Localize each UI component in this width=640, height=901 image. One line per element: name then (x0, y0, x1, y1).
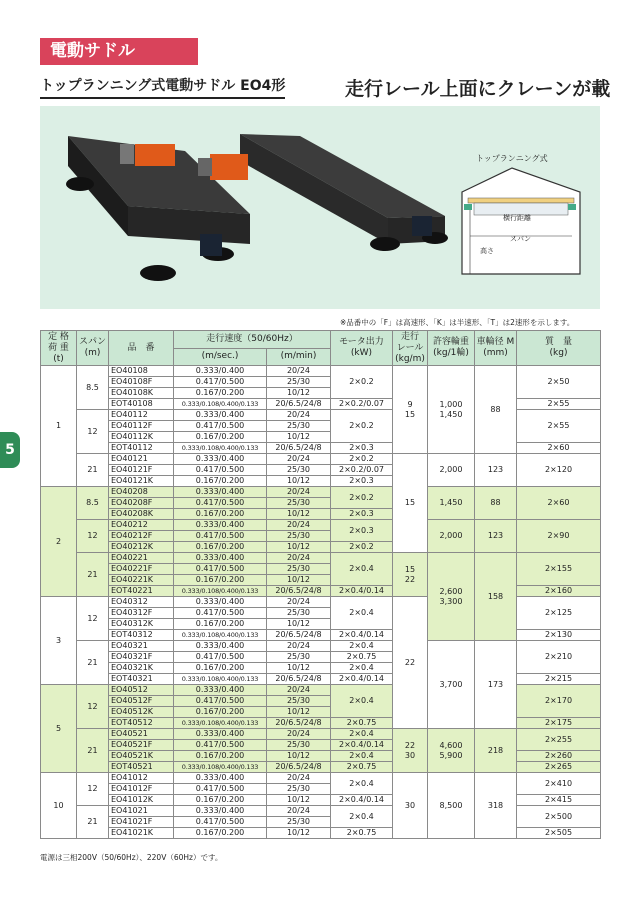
speed-mmin-cell: 20/6.5/24/8 (267, 718, 331, 729)
product-photo-panel (40, 106, 600, 309)
speed-mmin-cell: 20/6.5/24/8 (267, 674, 331, 685)
span-cell: 12 (77, 685, 109, 729)
speed-ms-cell: 0.333/0.108/0.400/0.133 (174, 630, 267, 641)
motor-cell: 2×0.75 (331, 652, 393, 663)
table-row (41, 366, 601, 377)
table-row (41, 718, 601, 729)
speed-mmin-cell: 20/24 (267, 454, 331, 465)
mass-cell: 2×55 (517, 410, 601, 443)
speed-ms-cell: 0.333/0.400 (174, 806, 267, 817)
speed-ms-cell: 0.333/0.400 (174, 520, 267, 531)
motor-cell: 2×0.75 (331, 718, 393, 729)
speed-ms-cell: 0.333/0.400 (174, 366, 267, 377)
motor-cell: 2×0.2 (331, 487, 393, 509)
speed-ms-cell: 0.333/0.108/0.400/0.133 (174, 718, 267, 729)
speed-mmin-cell: 25/30 (267, 421, 331, 432)
header-wheel: 車輪径 M (mm) (475, 331, 517, 366)
load-cell: 8,500 (428, 773, 475, 839)
wheel-cell: 158 (475, 553, 517, 641)
motor-cell: 2×0.4 (331, 751, 393, 762)
load-cell: 1,000 1,450 (428, 366, 475, 454)
model-cell: EOT40108 (109, 399, 174, 410)
table-row (41, 729, 601, 740)
motor-cell: 2×0.4/0.14 (331, 586, 393, 597)
model-cell: EO40221F (109, 564, 174, 575)
mass-cell: 2×130 (517, 630, 601, 641)
header-span: スパン (m) (77, 331, 109, 366)
mass-cell: 2×265 (517, 762, 601, 773)
motor-cell: 2×0.3 (331, 509, 393, 520)
diagram-label-height: 高さ (480, 247, 494, 255)
header-motor: モータ出力 (kW) (331, 331, 393, 366)
tagline: 走行レール上面にクレーンが載 (345, 78, 611, 100)
speed-mmin-cell: 20/6.5/24/8 (267, 586, 331, 597)
rail-cell: 15 22 (393, 553, 428, 597)
load-cell: 2,000 (428, 520, 475, 553)
speed-ms-cell: 0.333/0.400 (174, 729, 267, 740)
speed-mmin-cell: 25/30 (267, 784, 331, 795)
model-cell: EO40521 (109, 729, 174, 740)
model-cell: EO41021 (109, 806, 174, 817)
span-cell: 12 (77, 773, 109, 806)
speed-mmin-cell: 25/30 (267, 652, 331, 663)
speed-mmin-cell: 25/30 (267, 740, 331, 751)
table-row (41, 399, 601, 410)
table-row (41, 630, 601, 641)
speed-mmin-cell: 10/12 (267, 828, 331, 839)
table-row (41, 795, 601, 806)
speed-ms-cell: 0.167/0.200 (174, 751, 267, 762)
speed-ms-cell: 0.333/0.108/0.400/0.133 (174, 762, 267, 773)
speed-mmin-cell: 25/30 (267, 696, 331, 707)
mass-cell: 2×55 (517, 399, 601, 410)
table-row (41, 597, 601, 608)
product-subtitle: トップランニング式電動サドル EO4形 (40, 75, 285, 99)
load-cell: 1,450 (428, 487, 475, 520)
model-cell: EO41012F (109, 784, 174, 795)
speed-ms-cell: 0.167/0.200 (174, 707, 267, 718)
speed-mmin-cell: 25/30 (267, 498, 331, 509)
motor-cell: 2×0.2/0.07 (331, 465, 393, 476)
model-suffix-note: ※品番中の「F」は高速形、「K」は半速形、「T」は2速形を示します。 (340, 318, 575, 327)
model-cell: EO40512F (109, 696, 174, 707)
model-cell: EOT40312 (109, 630, 174, 641)
speed-ms-cell: 0.333/0.400 (174, 597, 267, 608)
header-speed-mmin: (m/min) (267, 348, 331, 366)
model-cell: EO41012 (109, 773, 174, 784)
motor-cell: 2×0.75 (331, 762, 393, 773)
mass-cell: 2×155 (517, 553, 601, 586)
model-cell: EO40312F (109, 608, 174, 619)
model-cell: EO40121 (109, 454, 174, 465)
speed-ms-cell: 0.417/0.500 (174, 498, 267, 509)
model-cell: EO40321F (109, 652, 174, 663)
mass-cell: 2×125 (517, 597, 601, 630)
model-cell: EO40212K (109, 542, 174, 553)
table-row (41, 762, 601, 773)
table-row (41, 487, 601, 498)
motor-cell: 2×0.4 (331, 685, 393, 718)
speed-mmin-cell: 25/30 (267, 817, 331, 828)
model-cell: EOT40321 (109, 674, 174, 685)
motor-cell: 2×0.4/0.14 (331, 740, 393, 751)
span-cell: 12 (77, 520, 109, 553)
diagram-label-crosswise: 横行距離 (503, 214, 531, 222)
motor-cell: 2×0.4/0.14 (331, 795, 393, 806)
model-cell: EO40208F (109, 498, 174, 509)
model-cell: EO41012K (109, 795, 174, 806)
load-cell: 2,000 (428, 454, 475, 487)
speed-ms-cell: 0.333/0.108/0.400/0.133 (174, 586, 267, 597)
speed-ms-cell: 0.417/0.500 (174, 531, 267, 542)
wheel-cell: 88 (475, 487, 517, 520)
speed-mmin-cell: 20/24 (267, 410, 331, 421)
speed-mmin-cell: 20/24 (267, 597, 331, 608)
speed-mmin-cell: 20/24 (267, 806, 331, 817)
motor-cell: 2×0.4/0.14 (331, 674, 393, 685)
speed-ms-cell: 0.333/0.400 (174, 454, 267, 465)
speed-mmin-cell: 10/12 (267, 476, 331, 487)
span-cell: 21 (77, 553, 109, 597)
capacity-cell: 2 (41, 487, 77, 597)
mass-cell: 2×90 (517, 520, 601, 553)
speed-mmin-cell: 10/12 (267, 707, 331, 718)
diagram-title: トップランニング式 (476, 154, 548, 163)
speed-ms-cell: 0.167/0.200 (174, 432, 267, 443)
load-cell: 2,600 3,300 (428, 553, 475, 641)
motor-cell: 2×0.4 (331, 597, 393, 630)
table-row (41, 751, 601, 762)
model-cell: EO40112F (109, 421, 174, 432)
span-cell: 12 (77, 597, 109, 641)
span-cell: 8.5 (77, 487, 109, 520)
saddle-photo (40, 106, 600, 309)
motor-cell: 2×0.4 (331, 553, 393, 586)
speed-mmin-cell: 20/6.5/24/8 (267, 762, 331, 773)
motor-cell: 2×0.4 (331, 641, 393, 652)
motor-cell: 2×0.4 (331, 663, 393, 674)
model-cell: EO40512K (109, 707, 174, 718)
table-row (41, 520, 601, 531)
speed-mmin-cell: 20/6.5/24/8 (267, 399, 331, 410)
wheel-cell: 318 (475, 773, 517, 839)
span-cell: 21 (77, 806, 109, 839)
mass-cell: 2×500 (517, 806, 601, 828)
table-row (41, 806, 601, 817)
speed-ms-cell: 0.417/0.500 (174, 421, 267, 432)
speed-mmin-cell: 10/12 (267, 751, 331, 762)
span-cell: 12 (77, 410, 109, 454)
speed-ms-cell: 0.417/0.500 (174, 377, 267, 388)
wheel-cell: 88 (475, 366, 517, 454)
mass-cell: 2×410 (517, 773, 601, 795)
table-row (41, 641, 601, 652)
motor-cell: 2×0.2/0.07 (331, 399, 393, 410)
wheel-cell: 173 (475, 641, 517, 729)
model-cell: EO40512 (109, 685, 174, 696)
span-cell: 21 (77, 641, 109, 685)
motor-cell: 2×0.3 (331, 520, 393, 542)
model-cell: EO40312K (109, 619, 174, 630)
mass-cell: 2×175 (517, 718, 601, 729)
motor-cell: 2×0.75 (331, 828, 393, 839)
wheel-cell: 123 (475, 520, 517, 553)
model-cell: EO40121F (109, 465, 174, 476)
wheel-cell: 218 (475, 729, 517, 773)
speed-ms-cell: 0.333/0.108/0.400/0.133 (174, 674, 267, 685)
table-row (41, 454, 601, 465)
mass-cell: 2×120 (517, 454, 601, 487)
table-row (41, 828, 601, 839)
model-cell: EO40108K (109, 388, 174, 399)
header-mass: 質 量 (kg) (517, 331, 601, 366)
speed-ms-cell: 0.167/0.200 (174, 542, 267, 553)
model-cell: EO40321 (109, 641, 174, 652)
rail-cell: 9 15 (393, 366, 428, 454)
speed-mmin-cell: 10/12 (267, 509, 331, 520)
model-cell: EO41021K (109, 828, 174, 839)
speed-ms-cell: 0.417/0.500 (174, 696, 267, 707)
spec-table (40, 330, 601, 839)
rail-cell: 30 (393, 773, 428, 839)
model-cell: EO40212F (109, 531, 174, 542)
motor-cell: 2×0.2 (331, 542, 393, 553)
speed-ms-cell: 0.167/0.200 (174, 388, 267, 399)
section-badge: 電動サドル (40, 38, 198, 65)
mass-cell: 2×50 (517, 366, 601, 399)
capacity-cell: 3 (41, 597, 77, 685)
rail-cell: 22 (393, 597, 428, 729)
speed-mmin-cell: 20/24 (267, 487, 331, 498)
speed-ms-cell: 0.333/0.108/0.400/0.133 (174, 443, 267, 454)
speed-mmin-cell: 10/12 (267, 795, 331, 806)
speed-mmin-cell: 10/12 (267, 575, 331, 586)
model-cell: EO40208 (109, 487, 174, 498)
model-cell: EO40221 (109, 553, 174, 564)
speed-ms-cell: 0.167/0.200 (174, 663, 267, 674)
speed-mmin-cell: 20/24 (267, 366, 331, 377)
header-rail: 走行 レール (kg/m) (393, 331, 428, 366)
wheel-cell: 123 (475, 454, 517, 487)
speed-ms-cell: 0.333/0.400 (174, 641, 267, 652)
speed-ms-cell: 0.417/0.500 (174, 652, 267, 663)
speed-ms-cell: 0.417/0.500 (174, 608, 267, 619)
model-cell: EO41021F (109, 817, 174, 828)
speed-mmin-cell: 25/30 (267, 377, 331, 388)
header-capacity: 定 格 荷 重 (t) (41, 331, 77, 366)
table-row (41, 553, 601, 564)
speed-ms-cell: 0.333/0.400 (174, 410, 267, 421)
speed-mmin-cell: 25/30 (267, 465, 331, 476)
speed-mmin-cell: 20/24 (267, 641, 331, 652)
header-speed: 走行速度（50/60Hz） (174, 331, 331, 349)
span-cell: 21 (77, 729, 109, 773)
model-cell: EO40208K (109, 509, 174, 520)
table-row (41, 443, 601, 454)
rail-cell: 15 (393, 454, 428, 553)
speed-mmin-cell: 10/12 (267, 542, 331, 553)
speed-mmin-cell: 20/6.5/24/8 (267, 630, 331, 641)
speed-mmin-cell: 10/12 (267, 663, 331, 674)
mass-cell: 2×505 (517, 828, 601, 839)
speed-ms-cell: 0.333/0.400 (174, 553, 267, 564)
header-load: 許容輪重 (kg/1輪) (428, 331, 475, 366)
model-cell: EOT40521 (109, 762, 174, 773)
span-cell: 8.5 (77, 366, 109, 410)
speed-mmin-cell: 10/12 (267, 388, 331, 399)
speed-ms-cell: 0.167/0.200 (174, 476, 267, 487)
speed-mmin-cell: 25/30 (267, 608, 331, 619)
load-cell: 4,600 5,900 (428, 729, 475, 773)
motor-cell: 2×0.2 (331, 410, 393, 443)
speed-mmin-cell: 25/30 (267, 564, 331, 575)
speed-ms-cell: 0.417/0.500 (174, 465, 267, 476)
page-number-tab: 5 (0, 432, 20, 468)
speed-ms-cell: 0.417/0.500 (174, 784, 267, 795)
capacity-cell: 1 (41, 366, 77, 487)
speed-mmin-cell: 20/6.5/24/8 (267, 443, 331, 454)
motor-cell: 2×0.2 (331, 366, 393, 399)
mass-cell: 2×255 (517, 729, 601, 751)
speed-ms-cell: 0.333/0.400 (174, 487, 267, 498)
mass-cell: 2×210 (517, 641, 601, 674)
capacity-cell: 5 (41, 685, 77, 773)
model-cell: EO40112 (109, 410, 174, 421)
speed-ms-cell: 0.333/0.108/0.400/0.133 (174, 399, 267, 410)
model-cell: EO40312 (109, 597, 174, 608)
model-cell: EO40221K (109, 575, 174, 586)
speed-ms-cell: 0.333/0.400 (174, 685, 267, 696)
header-speed-ms: (m/sec.) (174, 348, 267, 366)
motor-cell: 2×0.4 (331, 806, 393, 828)
speed-mmin-cell: 20/24 (267, 520, 331, 531)
capacity-cell: 10 (41, 773, 77, 839)
rail-cell: 22 30 (393, 729, 428, 773)
mass-cell: 2×260 (517, 751, 601, 762)
speed-mmin-cell: 25/30 (267, 531, 331, 542)
span-cell: 21 (77, 454, 109, 487)
table-row (41, 586, 601, 597)
table-row (41, 674, 601, 685)
mass-cell: 2×60 (517, 487, 601, 520)
table-row (41, 410, 601, 421)
speed-mmin-cell: 20/24 (267, 729, 331, 740)
speed-mmin-cell: 20/24 (267, 773, 331, 784)
speed-mmin-cell: 10/12 (267, 432, 331, 443)
speed-ms-cell: 0.167/0.200 (174, 828, 267, 839)
speed-ms-cell: 0.333/0.400 (174, 773, 267, 784)
mass-cell: 2×415 (517, 795, 601, 806)
model-cell: EO40521F (109, 740, 174, 751)
speed-mmin-cell: 20/24 (267, 685, 331, 696)
motor-cell: 2×0.4 (331, 729, 393, 740)
speed-ms-cell: 0.167/0.200 (174, 509, 267, 520)
motor-cell: 2×0.3 (331, 443, 393, 454)
header-model: 品 番 (109, 331, 174, 366)
table-row (41, 773, 601, 784)
speed-ms-cell: 0.417/0.500 (174, 740, 267, 751)
power-supply-note: 電源は三相200V（50/60Hz）、220V（60Hz）です。 (40, 853, 223, 862)
mass-cell: 2×170 (517, 685, 601, 718)
table-row (41, 685, 601, 696)
motor-cell: 2×0.2 (331, 454, 393, 465)
mass-cell: 2×160 (517, 586, 601, 597)
speed-ms-cell: 0.167/0.200 (174, 795, 267, 806)
speed-mmin-cell: 10/12 (267, 619, 331, 630)
speed-mmin-cell: 20/24 (267, 553, 331, 564)
model-cell: EO40521K (109, 751, 174, 762)
motor-cell: 2×0.4 (331, 773, 393, 795)
speed-ms-cell: 0.167/0.200 (174, 575, 267, 586)
model-cell: EOT40512 (109, 718, 174, 729)
mass-cell: 2×60 (517, 443, 601, 454)
speed-ms-cell: 0.417/0.500 (174, 564, 267, 575)
motor-cell: 2×0.3 (331, 476, 393, 487)
model-cell: EO40321K (109, 663, 174, 674)
mass-cell: 2×215 (517, 674, 601, 685)
motor-cell: 2×0.4/0.14 (331, 630, 393, 641)
model-cell: EO40121K (109, 476, 174, 487)
load-cell: 3,700 (428, 641, 475, 729)
model-cell: EO40112K (109, 432, 174, 443)
speed-ms-cell: 0.417/0.500 (174, 817, 267, 828)
model-cell: EO40108F (109, 377, 174, 388)
model-cell: EOT40112 (109, 443, 174, 454)
model-cell: EO40108 (109, 366, 174, 377)
model-cell: EOT40221 (109, 586, 174, 597)
speed-ms-cell: 0.167/0.200 (174, 619, 267, 630)
diagram-label-span: スパン (510, 235, 531, 243)
model-cell: EO40212 (109, 520, 174, 531)
